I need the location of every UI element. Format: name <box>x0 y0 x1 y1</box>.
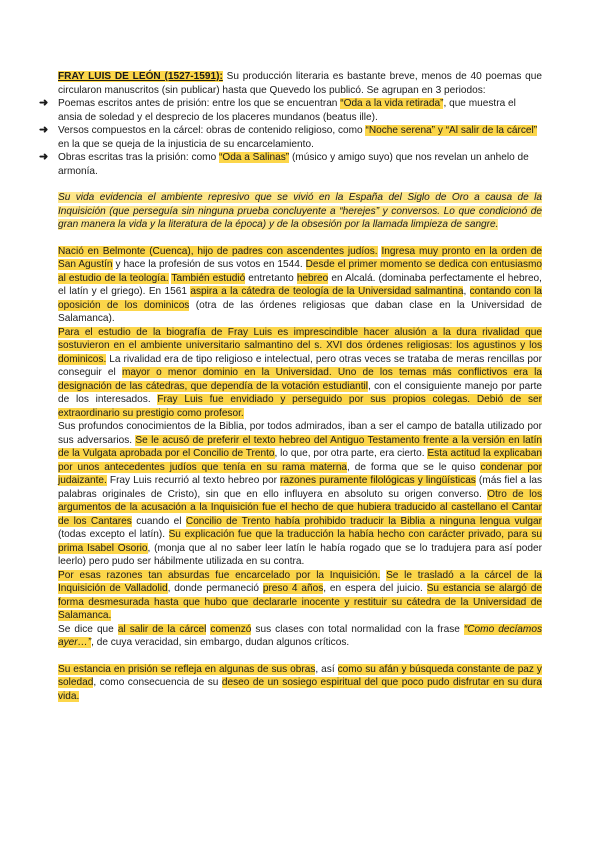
highlighted-text: hebreo <box>296 272 329 284</box>
body-text: , lo que, por otra parte, era cierto. <box>274 448 428 459</box>
period-text-end: en la que se queja de la injusticia de su encarcelamiento. <box>58 138 314 150</box>
body-text: sus clases con total normalidad con la frase <box>251 623 464 635</box>
bio-paragraph-rivalry <box>58 326 542 421</box>
body-text: , de cuya veracidad, sin embargo, dudan algunos críticos. <box>91 637 350 648</box>
body-text: , con el consiguiente manejo por parte de los interesados. <box>58 380 542 405</box>
body-text: Sus profundos conocimientos de la Biblia, por todos admirados, iban a ser el campo de batalla utilizado por sus adversarios. <box>58 421 542 446</box>
body-text: (todas excepto el latín). <box>58 529 169 540</box>
highlighted-text: Concilio de Trento había prohibido traducir la Biblia a ninguna lengua vulgar <box>185 515 542 527</box>
period-text-end: (músico y amigo suyo) que nos revelan un anhelo de armonía. <box>58 152 529 177</box>
bio-paragraph-legacy <box>58 663 542 704</box>
highlighted-text: Fray Luis fue envidiado y perseguido por sus propios colegas. Debió de ser extraordinario su prestigio como profesor. <box>58 394 542 419</box>
highlighted-text: Otro de los argumentos de la acusación a la Inquisición fue el hecho de que hubiera traducido al castellano el Cantar de los Cantares <box>58 488 543 527</box>
highlighted-text: razones puramente filológicas y lingüísticas <box>280 475 476 486</box>
highlighted-text: Se le trasladó a la cárcel de la Inquisición de Valladolid <box>58 569 542 594</box>
period-work: “Oda a la vida retirada” <box>340 98 444 109</box>
highlighted-text: También estudió <box>171 272 246 284</box>
highlighted-text: Su estancia en prisión se refleja en algunas de sus obras <box>58 663 316 675</box>
highlighted-text: al salir de la cárcel <box>117 623 207 635</box>
body-text: , (monja que al no saber leer latín le había rogado que se lo tradujera para así poder leerlo) pero pudo ser hábilmente utilizada en su contra. <box>58 542 542 567</box>
highlighted-text: Se le acusó de preferir el texto hebreo del Antiguo Testamento frente a la versión en latín de la Vulgata aprobada por el Concilio de Trento <box>58 434 542 459</box>
highlighted-text: Por esas razones tan absurdas fue encarcelado por la Inquisición. <box>58 569 381 581</box>
body-text: Fray Luis recurrió al texto hebreo por <box>106 475 281 486</box>
period-text: Versos compuestos en la cárcel: obras de contenido religioso, como <box>58 125 366 136</box>
body-text: , como consecuencia de su <box>93 677 222 688</box>
body-text: cuando el <box>131 515 186 527</box>
highlighted-text: contando con la oposición de los dominicos <box>58 286 542 311</box>
arrow-right-icon: ➜ <box>39 97 49 109</box>
highlighted-text: condenar por judaizante. <box>58 461 543 486</box>
bio-paragraph-bible <box>58 420 542 569</box>
period-text: Obras escritas tras la prisión: como <box>58 152 219 163</box>
highlighted-text: deseo de un sosiego espiritual del que poco pudo disfrutar en su dura vida. <box>58 677 543 702</box>
author-title: FRAY LUIS DE LEÓN (1527-1591): <box>58 71 223 82</box>
bio-paragraph-prison <box>58 569 542 623</box>
body-text: Se dice que <box>58 623 118 635</box>
highlighted-text: mayor o menor dominio en la Universidad. Uno de los temas más conflictivos era la designación de las cátedras, que dependía de la votación estudiantil <box>58 367 543 392</box>
highlighted-text: Para el estudio de la biografía de Fray Luis es imprescindible hacer alusión a la dura rivalidad que sostuvieron en el ambiente universitario salmantino del s. XVI dos órdenes religiosas: los agustinos y los dominicos. <box>58 326 542 365</box>
document-body <box>39 70 543 703</box>
period-item <box>39 151 542 178</box>
period-work: “Oda a Salinas” <box>219 152 290 163</box>
period-text: Poemas escritos antes de prisión: entre los que se encuentran <box>58 98 341 109</box>
bio-paragraph-birth <box>58 245 542 326</box>
highlighted-text: Su estancia se alargó de forma desmesurada hasta que hubo que declararle inocente y restituir su cátedra de la Universidad de Salamanca. <box>58 583 542 621</box>
body-text: , donde permaneció <box>167 583 263 594</box>
body-text: La rivalidad era de tipo religioso e intelectual, pero otras veces se trataba de meras rencillas por conseguir el <box>58 353 542 378</box>
highlighted-text: Desde el primer momento se dedica con entusiasmo al estudio de la teología. <box>58 259 543 284</box>
bio-paragraph-release <box>58 623 542 650</box>
intro-paragraph <box>58 70 542 97</box>
body-text: entretanto <box>245 272 297 284</box>
arrow-right-icon: ➜ <box>39 151 49 163</box>
period-work: “Noche serena” y “Al salir de la cárcel” <box>365 125 538 136</box>
period-item <box>39 124 542 151</box>
period-text-end: , que muestra el ansia de soledad y el desprecio de los placeres mundanos (beatus ille). <box>58 98 516 123</box>
highlighted-text: como su afán y búsqueda constante de paz y soledad <box>58 663 542 688</box>
body-text: , de forma que se le quiso <box>347 461 481 473</box>
highlighted-text: Ingresa muy pronto en la orden de San Agustín <box>58 245 542 270</box>
highlighted-text: Su explicación fue que la traducción la había hecho con carácter privado, para su prima Isabel Osorio <box>58 529 542 554</box>
highlighted-text: “Como decíamos ayer…” <box>58 623 542 648</box>
highlighted-text: preso 4 años <box>262 583 324 594</box>
periods-list <box>39 97 542 178</box>
highlighted-text: Esta actitud la explicaban por unos antecedentes judíos que tenía en su rama materna <box>58 448 543 473</box>
highlighted-text: aspira a la cátedra de teología de la Universidad salmantina <box>190 286 464 297</box>
context-paragraph <box>58 191 542 232</box>
body-text: , en espera del juicio. <box>323 583 427 594</box>
body-text: y hace la profesión de sus votos en 1544. <box>112 259 306 270</box>
period-item <box>39 97 542 124</box>
context-text: Su vida evidencia el ambiente represivo que se vivió en la España del Siglo de Oro a causa de la Inquisición (que perseguía sin ninguna prueba concluyente a “herejes” y conversos. Lo que condicionó de gran manera la vida y la literatura de la época) y de la obsesión por la llamada limpieza de sangre. <box>58 192 542 230</box>
body-text: (otra de las órdenes religiosas que daban clase en la Universidad de Salamanca). <box>58 299 542 324</box>
body-text: en Alcalá. (dominaba perfectamente el hebreo, el latín y el griego). En 1561 <box>58 272 542 297</box>
body-text: (más fiel a las palabras originales de Cristo), sin que en ello influyera en absoluto su origen converso. <box>58 475 542 500</box>
intro-text: Su producción literaria es bastante breve, menos de 40 poemas que circularon manuscritos (sin publicar) hasta que Quevedo los publicó. Se agrupan en 3 periodos: <box>58 71 543 96</box>
highlighted-text: Nació en Belmonte (Cuenca), hijo de padres con ascendentes judíos. <box>58 245 378 257</box>
body-text: , así <box>315 663 338 675</box>
highlighted-text: comenzó <box>210 623 252 635</box>
arrow-right-icon: ➜ <box>39 124 49 136</box>
body-text: , <box>463 286 470 297</box>
